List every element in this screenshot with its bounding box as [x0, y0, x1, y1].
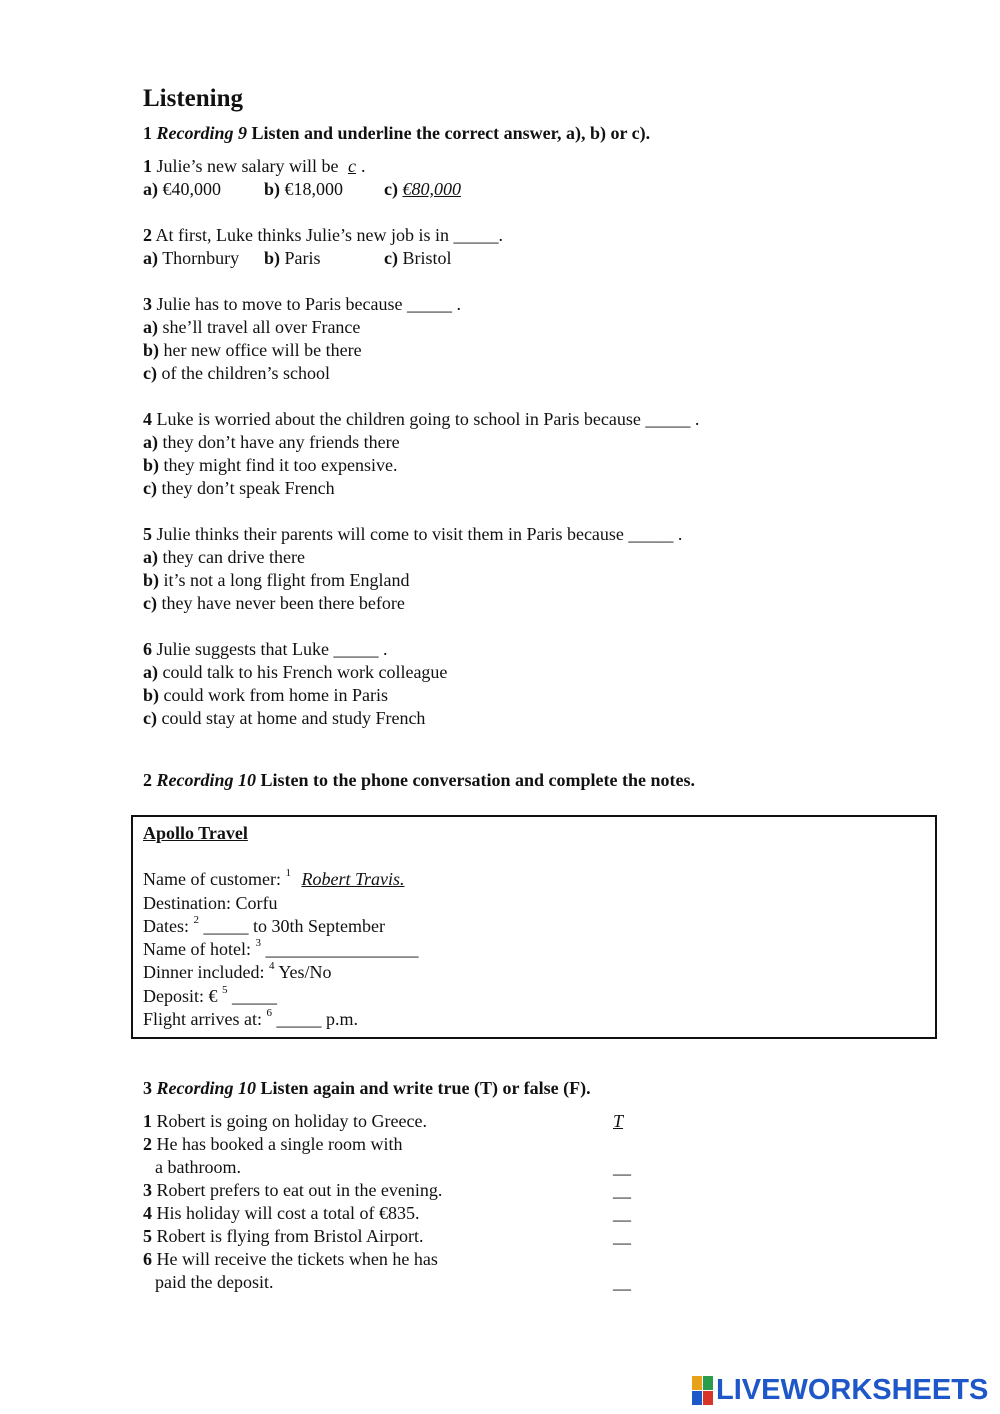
- exercise-1-instruction: [143, 122, 943, 145]
- exercise-number: 3: [143, 1078, 152, 1098]
- option-b[interactable]: b) €18,000: [264, 179, 344, 199]
- question-number: 3: [143, 294, 152, 314]
- page-title: Listening: [143, 85, 244, 112]
- customer-answer[interactable]: Robert Travis.: [301, 869, 405, 890]
- recording-label: Recording 10: [156, 770, 257, 790]
- notes-line-flight[interactable]: Flight arrives at: $^6$ _____ p.m.: [143, 1007, 358, 1030]
- question-text: Luke is worried about the children going to school in Paris because _____ .: [156, 409, 700, 429]
- liveworksheets-logo-icon: [692, 1376, 713, 1405]
- question-number: 4: [143, 409, 152, 429]
- tf-answer-5[interactable]: __: [613, 1226, 631, 1246]
- notes-line-dinner[interactable]: Dinner included: $^4$ Yes/No: [143, 960, 332, 983]
- question-text: At first, Luke thinks Julie’s new job is in _____.: [155, 225, 503, 245]
- tf-item-3: 3 Robert prefers to eat out in the evening. __: [143, 1179, 643, 1202]
- tf-item-1: 1 Robert is going on holiday to Greece. T: [143, 1110, 643, 1133]
- instruction-text: Listen again and write true (T) or false (F).: [260, 1078, 591, 1098]
- question-text: Julie has to move to Paris because _____ .: [156, 294, 461, 314]
- notes-line-customer: Name of customer: $^1$ Robert Travis.: [143, 868, 925, 891]
- option-a[interactable]: a) she’ll travel all over France: [143, 317, 361, 337]
- recording-label: Recording 9: [156, 123, 248, 143]
- exercise-number: 2: [143, 770, 152, 790]
- option-c[interactable]: c) could stay at home and study French: [143, 708, 426, 728]
- recording-label: Recording 10: [156, 1078, 257, 1098]
- tf-answer-1[interactable]: T: [613, 1111, 624, 1131]
- tf-item-2: 2 He has booked a single room with a bathroom. __: [143, 1133, 643, 1179]
- option-a[interactable]: a) Thornbury: [143, 248, 240, 268]
- question-text: Julie suggests that Luke _____ .: [156, 639, 388, 659]
- option-a[interactable]: a) €40,000: [143, 179, 221, 199]
- option-c[interactable]: c) they don’t speak French: [143, 478, 335, 498]
- logo-text: LIVEWORKSHEETS: [716, 1374, 989, 1406]
- option-a[interactable]: a) they don’t have any friends there: [143, 432, 400, 452]
- question-1: [143, 155, 943, 201]
- option-c[interactable]: c) €80,000: [384, 179, 461, 199]
- option-b[interactable]: b) they might find it too expensive.: [143, 455, 398, 475]
- option-b[interactable]: b) Paris: [264, 248, 321, 268]
- notes-line-hotel[interactable]: Name of hotel: $^3$ _________________: [143, 937, 419, 960]
- option-b[interactable]: b) it’s not a long flight from England: [143, 570, 410, 590]
- liveworksheets-logo: [692, 1374, 988, 1407]
- exercise-3-instruction: [143, 1077, 643, 1100]
- option-a[interactable]: a) could talk to his French work colleague: [143, 662, 448, 682]
- notes-box-title: Apollo Travel: [143, 823, 248, 843]
- instruction-text: Listen and underline the correct answer, a), b) or c).: [251, 123, 651, 143]
- question-text: Julie thinks their parents will come to visit them in Paris because _____ .: [156, 524, 683, 544]
- question-2: [143, 224, 943, 270]
- tf-answer-2[interactable]: __: [613, 1157, 631, 1177]
- option-b[interactable]: b) her new office will be there: [143, 340, 362, 360]
- exercise-number: 1: [143, 123, 152, 143]
- question-5: [143, 523, 943, 615]
- question-number: 1: [143, 156, 152, 176]
- tf-answer-3[interactable]: __: [613, 1180, 631, 1200]
- tf-answer-6[interactable]: __: [613, 1272, 631, 1292]
- option-c[interactable]: c) of the children’s school: [143, 363, 330, 383]
- question-text-end: .: [360, 156, 366, 176]
- question-3: [143, 293, 943, 385]
- question-number: 5: [143, 524, 152, 544]
- question-4: [143, 408, 943, 500]
- question-number: 2: [143, 225, 152, 245]
- worksheet-page: [143, 84, 943, 730]
- option-c[interactable]: c) Bristol: [384, 248, 452, 268]
- option-a[interactable]: a) they can drive there: [143, 547, 305, 567]
- instruction-text: Listen to the phone conversation and complete the notes.: [260, 770, 696, 790]
- notes-line-deposit[interactable]: Deposit: € $^5$ _____: [143, 983, 277, 1006]
- option-c[interactable]: c) they have never been there before: [143, 593, 405, 613]
- question-number: 6: [143, 639, 152, 659]
- exercise-2-instruction: [143, 769, 695, 792]
- question-text: Julie’s new salary will be: [156, 156, 343, 176]
- notes-box: [131, 815, 937, 1039]
- answer-blank[interactable]: c: [347, 156, 356, 176]
- tf-answer-4[interactable]: __: [613, 1203, 631, 1223]
- tf-item-6: 6 He will receive the tickets when he has paid the deposit. __: [143, 1248, 643, 1294]
- option-b[interactable]: b) could work from home in Paris: [143, 685, 388, 705]
- tf-item-4: 4 His holiday will cost a total of €835. __: [143, 1202, 643, 1225]
- tf-item-5: 5 Robert is flying from Bristol Airport. __: [143, 1225, 643, 1248]
- question-6: [143, 638, 943, 730]
- notes-line-dates[interactable]: Dates: $^2$ _____ to 30th September: [143, 913, 385, 936]
- exercise-3: [143, 1077, 643, 1294]
- notes-line-destination: Destination: Corfu: [143, 892, 278, 913]
